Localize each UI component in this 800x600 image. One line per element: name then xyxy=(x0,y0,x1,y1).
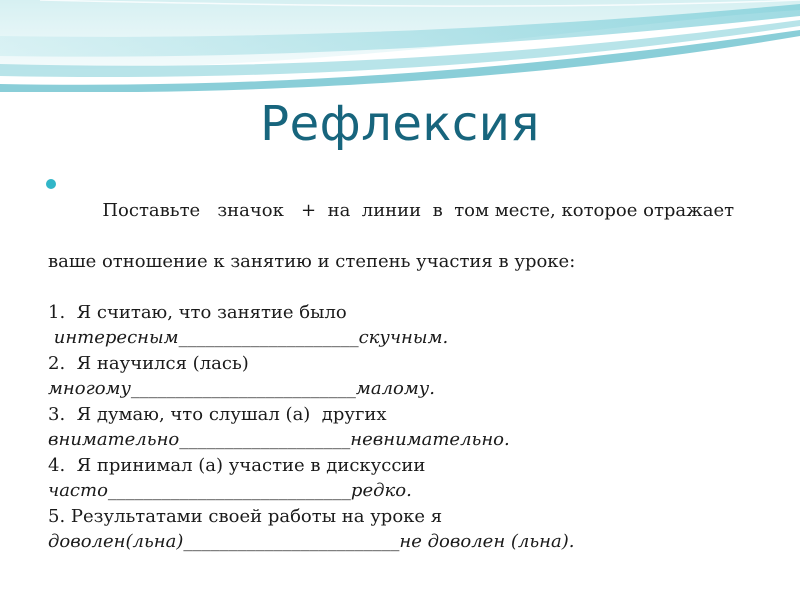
intro-line-1 xyxy=(48,172,768,249)
question-2: 2. Я научился (лась) xyxy=(48,352,249,374)
bullet-dot-icon xyxy=(46,179,56,189)
wave-decoration xyxy=(0,0,800,92)
intro-text-1: Поставьте значок + на линии в том месте, которое отражает xyxy=(102,199,735,221)
scale-1: интересным____________________скучным. xyxy=(48,327,449,348)
scale-3: внимательно___________________невнимательно. xyxy=(48,429,510,450)
spacer xyxy=(48,274,768,300)
slide-title: Рефлексия xyxy=(260,96,540,152)
question-4: 4. Я принимал (а) участие в дискуссии xyxy=(48,454,426,476)
scale-2: многому_________________________малому. xyxy=(48,378,435,399)
scale-4: часто___________________________редко. xyxy=(48,480,412,501)
question-5: 5. Результатами своей работы на уроке я xyxy=(48,505,443,527)
scale-5: доволен(льна)________________________не доволен (льна). xyxy=(48,531,575,552)
question-1: 1. Я считаю, что занятие было xyxy=(48,301,347,323)
question-3: 3. Я думаю, что слушал (а) других xyxy=(48,403,387,425)
intro-line-2: ваше отношение к занятию и степень участия в уроке: xyxy=(48,250,576,272)
slide-content xyxy=(48,172,768,555)
